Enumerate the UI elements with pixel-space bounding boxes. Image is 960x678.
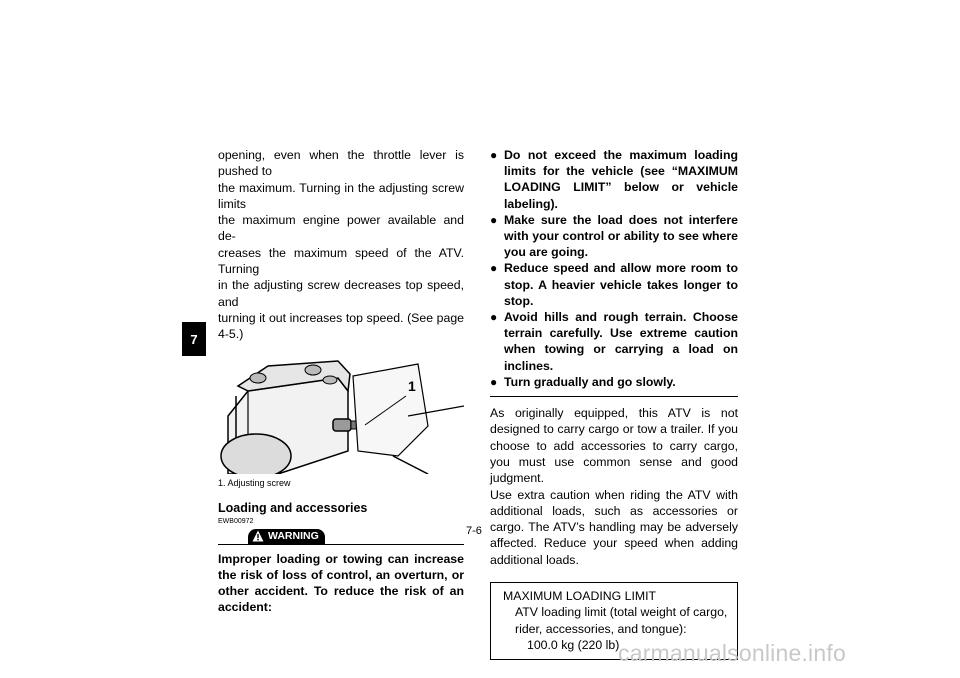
body-paragraph: As originally equipped, this ATV is not designed to carry cargo or tow a trailer. If you choose to add accessories to carry cargo, you must use common sense and good judgment. bbox=[490, 406, 738, 486]
figure-caption: 1. Adjusting screw bbox=[218, 477, 291, 488]
figure-callout-number: 1 bbox=[408, 377, 416, 394]
list-item bbox=[490, 147, 738, 212]
list-item bbox=[490, 374, 738, 390]
bullet-text: Reduce speed and allow more room to stop. A heavier vehicle takes longer to stop. bbox=[504, 261, 738, 308]
section-divider bbox=[490, 396, 738, 397]
intro-line: turning it out increases top speed. (See page 4-5.) bbox=[218, 310, 464, 342]
bullet-icon: ● bbox=[490, 374, 498, 389]
limit-box-description: ATV loading limit (total weight of cargo, rider, accessories, and tongue): bbox=[515, 605, 728, 636]
warning-badge bbox=[248, 529, 325, 544]
right-column bbox=[490, 147, 738, 660]
warning-text: Improper loading or towing can increase the risk of loss of control, an overturn, or other accident. To reduce the risk of an accident: bbox=[218, 551, 464, 614]
warning-triangle-icon bbox=[252, 530, 264, 542]
list-item bbox=[490, 260, 738, 309]
carburetor-illustration bbox=[218, 356, 464, 474]
warning-bullets bbox=[490, 147, 738, 390]
intro-line: creases the maximum speed of the ATV. Turning bbox=[218, 245, 464, 277]
list-item bbox=[490, 212, 738, 261]
bullet-text: Avoid hills and rough terrain. Choose terrain carefully. Use extreme caution when towing or carrying a load on inclines. bbox=[504, 310, 738, 373]
bullet-text: Turn gradually and go slowly. bbox=[504, 374, 676, 389]
warning-label: WARNING bbox=[268, 529, 319, 542]
bullet-text: Make sure the load does not interfere with your control or ability to see where you are going. bbox=[504, 212, 738, 260]
page-number: 7-6 bbox=[466, 525, 482, 537]
list-item bbox=[490, 309, 738, 374]
watermark: carmanualsonline.info bbox=[618, 640, 846, 666]
intro-line: opening, even when the throttle lever is pushed to bbox=[218, 148, 464, 179]
intro-paragraph bbox=[218, 147, 464, 343]
bullet-text: Do not exceed the maximum loading limits for the vehicle (see “MAXIMUM LOADING LIMIT” below or vehicle labeling). bbox=[504, 148, 738, 211]
section-title: Loading and accessories bbox=[218, 500, 368, 515]
bullet-icon: ● bbox=[490, 261, 498, 276]
chapter-tab: 7 bbox=[182, 322, 206, 356]
adjusting-screw-figure bbox=[218, 356, 464, 474]
limit-box-title: MAXIMUM LOADING LIMIT bbox=[503, 589, 657, 604]
bullet-icon: ● bbox=[490, 148, 498, 162]
left-column bbox=[218, 147, 464, 615]
limit-box-value: 100.0 kg (220 lb) bbox=[527, 637, 620, 652]
body-paragraph: Use extra caution when riding the ATV with additional loads, such as accessories or cargo. The ATV’s handling may be adversely affected. Reduce your speed when adding additional loads. bbox=[490, 487, 738, 567]
intro-line: the maximum engine power available and de- bbox=[218, 213, 464, 244]
warning-code: EWB00972 bbox=[218, 517, 254, 525]
intro-line: the maximum. Turning in the adjusting screw limits bbox=[218, 180, 464, 211]
intro-line: in the adjusting screw decreases top speed, and bbox=[218, 278, 464, 309]
bullet-icon: ● bbox=[490, 212, 498, 227]
warning-header bbox=[218, 529, 464, 545]
bullet-icon: ● bbox=[490, 310, 498, 325]
